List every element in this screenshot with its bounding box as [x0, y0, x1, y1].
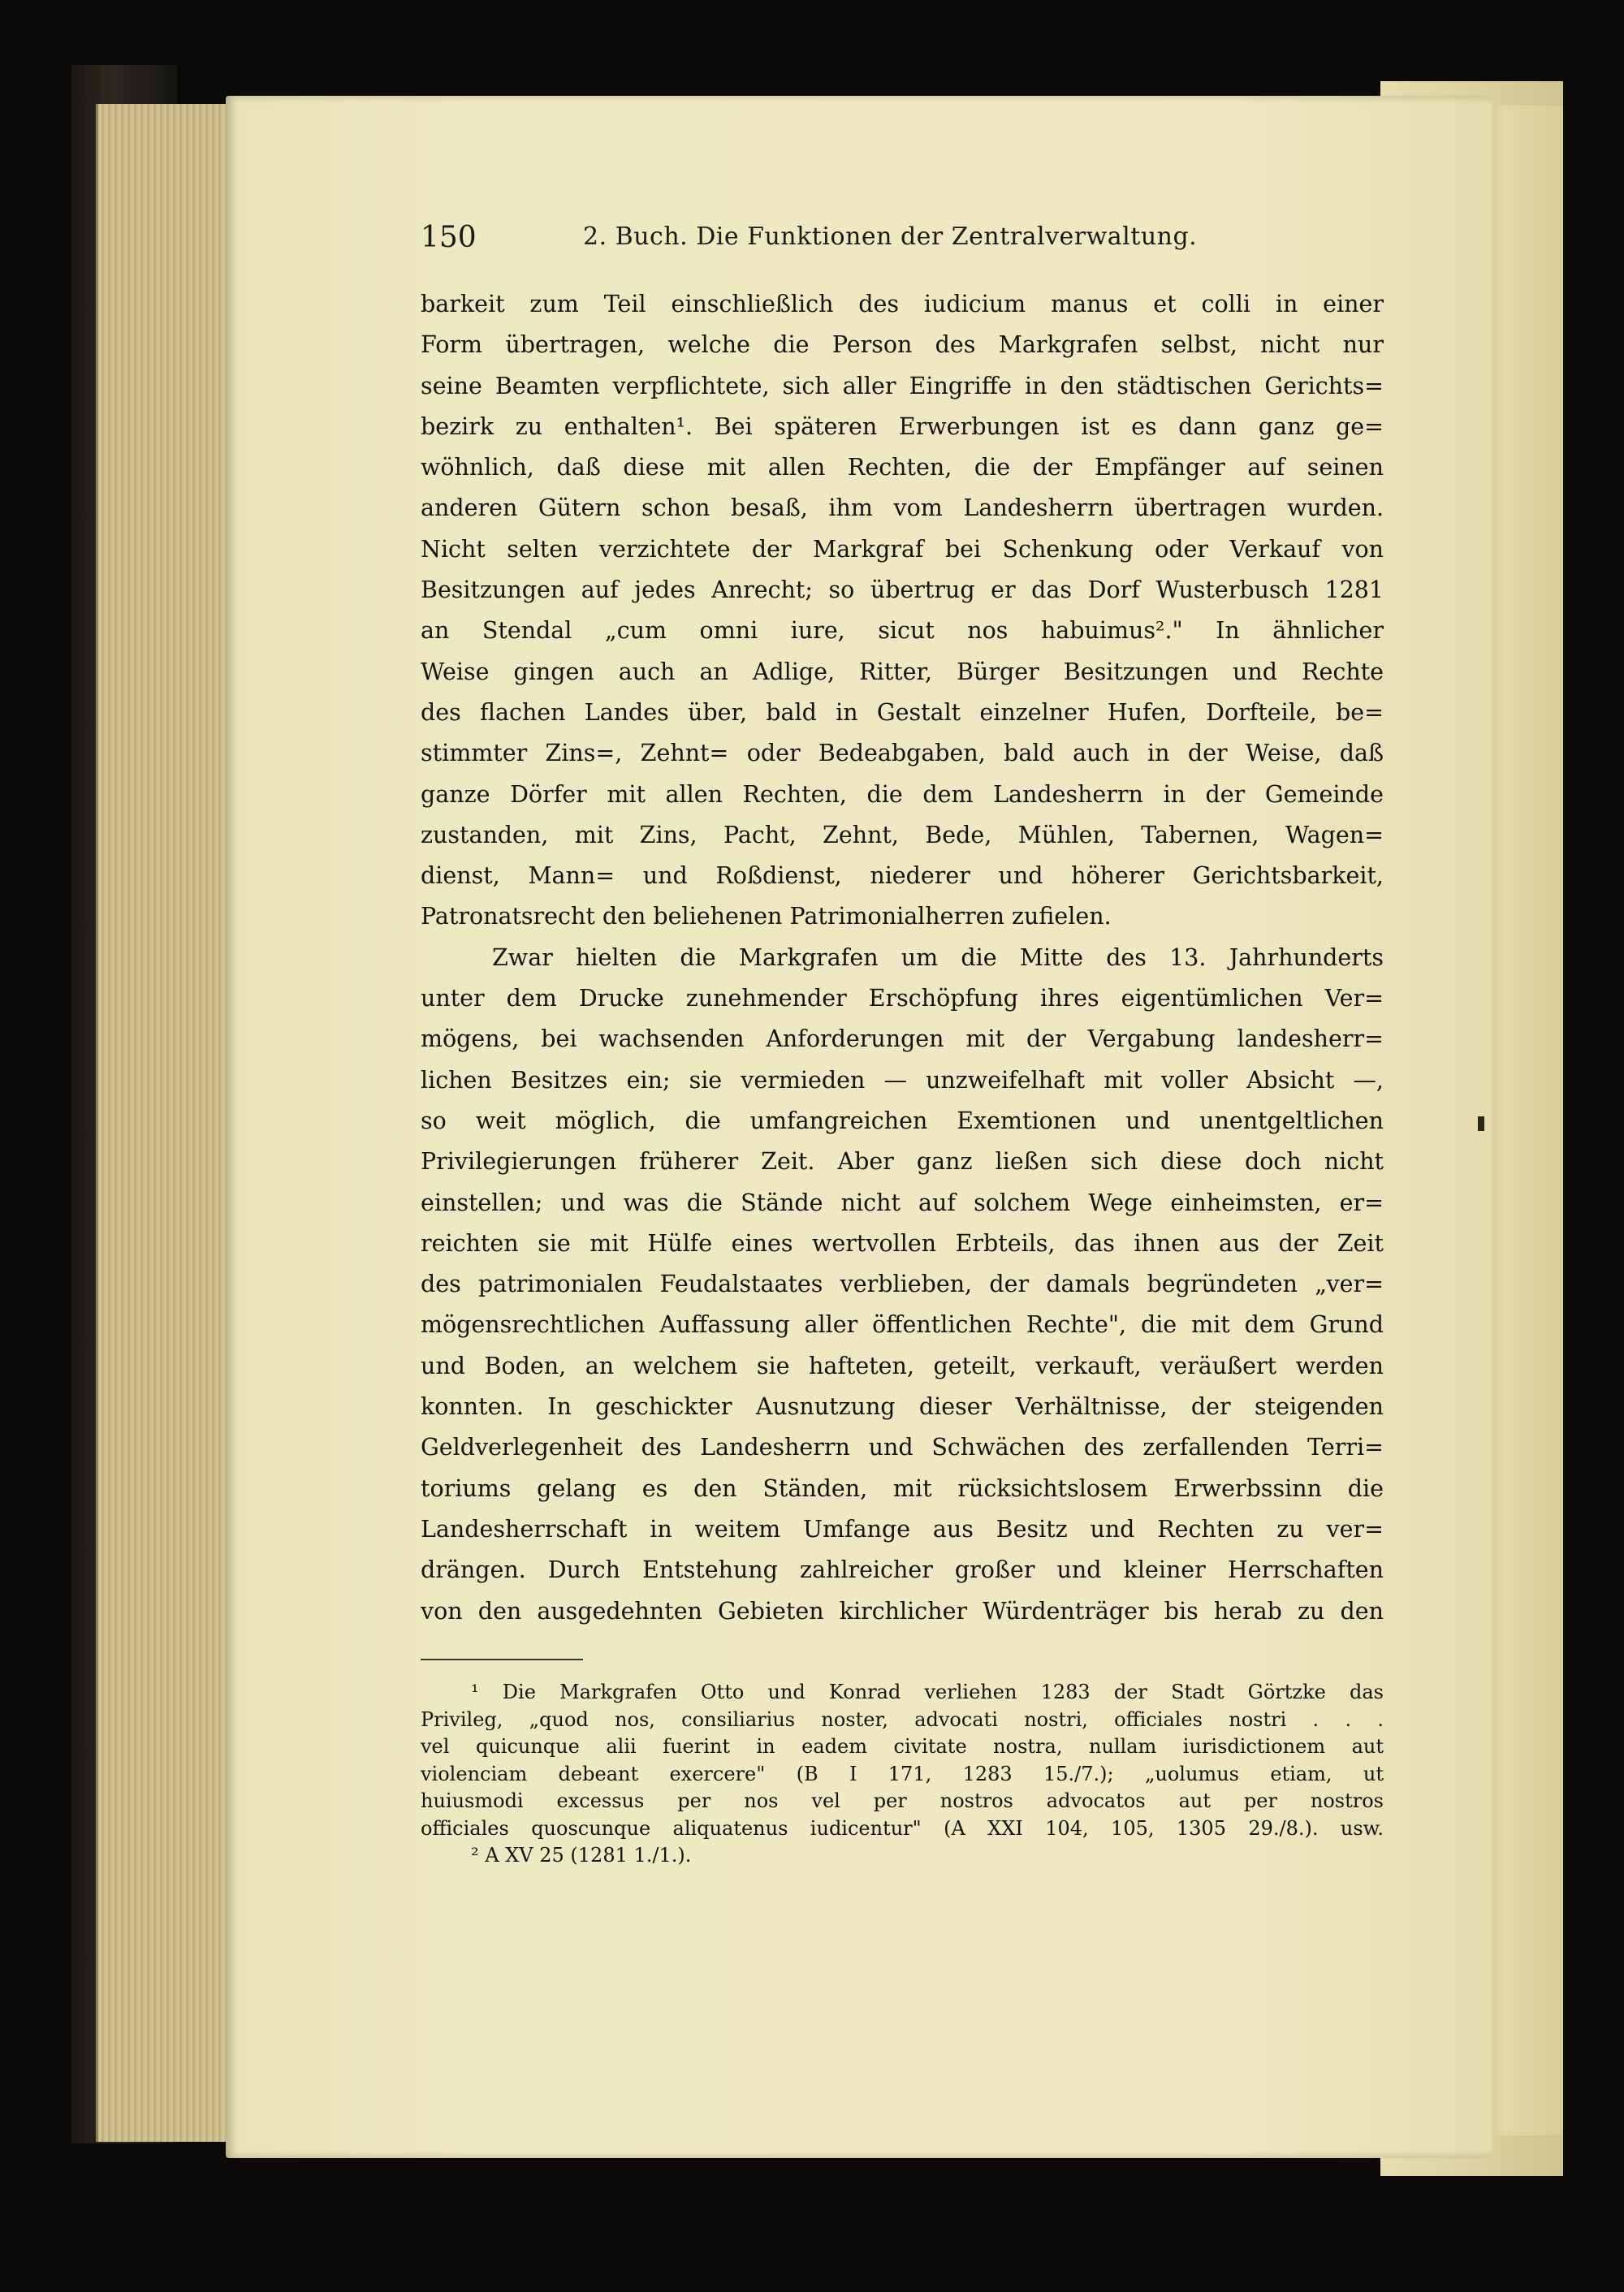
text-line: toriums gelang es den Ständen, mit rücksichtslosem Erwerbssinn die — [421, 1474, 1384, 1502]
text-line: so weit möglich, die umfangreichen Exemtionen und unentgeltlichen — [421, 1107, 1384, 1134]
text-line: unter dem Drucke zunehmender Erschöpfung ihres eigentümlichen Ver= — [421, 985, 1384, 1012]
text-line: Besitzungen auf jedes Anrecht; so übertrug er das Dorf Wusterbusch 1281 — [421, 576, 1384, 604]
text-line: drängen. Durch Entstehung zahlreicher großer und kleiner Herrschaften — [421, 1556, 1384, 1584]
text-line: Geldverlegenheit des Landesherrn und Schwächen des zerfallenden Terri= — [421, 1434, 1384, 1461]
text-line: zustanden, mit Zins, Pacht, Zehnt, Bede, Mühlen, Tabernen, Wagen= — [421, 821, 1384, 848]
text-line: seine Beamten verpflichtete, sich aller Eingriffe in den städtischen Gerichts= — [421, 372, 1384, 399]
text-line: Weise gingen auch an Adlige, Ritter, Bürger Besitzungen und Rechte — [421, 658, 1384, 685]
text-line: bezirk zu enthalten¹. Bei späteren Erwerbungen ist es dann ganz ge= — [421, 412, 1384, 440]
page-number: 150 — [421, 221, 477, 254]
text-line: lichen Besitzes ein; sie vermieden — unzweifelhaft mit voller Absicht —, — [421, 1066, 1384, 1094]
footnote-line: vel quicunque alii fuerint in eadem civitate nostra, nullam iurisdictionem aut — [421, 1735, 1384, 1758]
body-text — [421, 284, 1384, 1632]
text-line: und Boden, an welchem sie hafteten, geteilt, verkauft, veräußert werden — [421, 1352, 1384, 1379]
page-header — [421, 218, 1403, 266]
text-line: des flachen Landes über, bald in Gestalt einzelner Hufen, Dorfteile, be= — [421, 698, 1384, 726]
text-line: des patrimonialen Feudalstaates verblieben, der damals begründeten „ver= — [421, 1271, 1384, 1298]
footnote-line: officiales quoscunque aliquatenus iudicentur" (A XXI 104, 105, 1305 29./8.). usw. — [421, 1816, 1384, 1840]
page-edges-left — [96, 104, 236, 2142]
book-page — [226, 96, 1492, 2158]
background-right — [1563, 57, 1624, 2184]
text-line: wöhnlich, daß diese mit allen Rechten, die der Empfänger auf seinen — [421, 454, 1384, 481]
text-line: Patronatsrecht den beliehenen Patrimonialherren zufielen. — [421, 903, 1112, 930]
footnotes — [421, 1679, 1384, 1870]
text-line: Nicht selten verzichtete der Markgraf bei Schenkung oder Verkauf von — [421, 535, 1384, 563]
text-line: mögens, bei wachsenden Anforderungen mit der Vergabung landesherr= — [421, 1025, 1384, 1053]
text-line: Landesherrschaft in weitem Umfange aus Besitz und Rechten zu ver= — [421, 1515, 1384, 1543]
text-line: stimmter Zins=, Zehnt= oder Bedeabgaben, bald auch in der Weise, daß — [421, 740, 1384, 767]
text-line: von den ausgedehnten Gebieten kirchlicher Würdenträger bis herab zu den — [421, 1597, 1384, 1625]
text-line: konnten. In geschickter Ausnutzung dieser Verhältnisse, der steigenden — [421, 1393, 1384, 1421]
text-line: reichten sie mit Hülfe eines wertvollen Erbteils, das ihnen aus der Zeit — [421, 1229, 1384, 1257]
text-line: Zwar hielten die Markgrafen um die Mitte des 13. Jahrhunderts — [492, 943, 1384, 971]
footnote-line: Privileg, „quod nos, consiliarius noster, advocati nostri, officiales nostri . . . — [421, 1707, 1384, 1731]
footnote-line: ² A XV 25 (1281 1./1.). — [471, 1844, 692, 1867]
text-line: einstellen; und was die Stände nicht auf solchem Wege einheimsten, er= — [421, 1189, 1384, 1216]
page-margin-mark — [1478, 1116, 1484, 1131]
text-line: anderen Gütern schon besaß, ihm vom Landesherrn übertragen wurden. — [421, 494, 1384, 522]
running-head: 2. Buch. Die Funktionen der Zentralverwaltung. — [583, 222, 1198, 251]
footnote-line: violenciam debeant exercere" (B I 171, 1283 15./7.); „uolumus etiam, ut — [421, 1762, 1384, 1785]
footnote-line: huiusmodi excessus per nos vel per nostros advocatos aut per nostros — [421, 1789, 1384, 1812]
text-line: Form übertragen, welche die Person des Markgrafen selbst, nicht nur — [421, 331, 1384, 359]
footnote-rule — [421, 1659, 583, 1660]
text-line: mögensrechtlichen Auffassung aller öffentlichen Rechte", die mit dem Grund — [421, 1311, 1384, 1339]
text-line: dienst, Mann= und Roßdienst, niederer und höherer Gerichtsbarkeit, — [421, 862, 1384, 890]
text-line: ganze Dörfer mit allen Rechten, die dem Landesherrn in der Gemeinde — [421, 780, 1384, 808]
text-line: an Stendal „cum omni iure, sicut nos habuimus²." In ähnlicher — [421, 617, 1384, 645]
footnote-line: ¹ Die Markgrafen Otto und Konrad verliehen 1283 der Stadt Görtzke das — [471, 1681, 1384, 1703]
text-line: Privilegierungen früherer Zeit. Aber ganz ließen sich diese doch nicht — [421, 1148, 1384, 1176]
text-line: barkeit zum Teil einschließlich des iudicium manus et colli in einer — [421, 291, 1384, 317]
